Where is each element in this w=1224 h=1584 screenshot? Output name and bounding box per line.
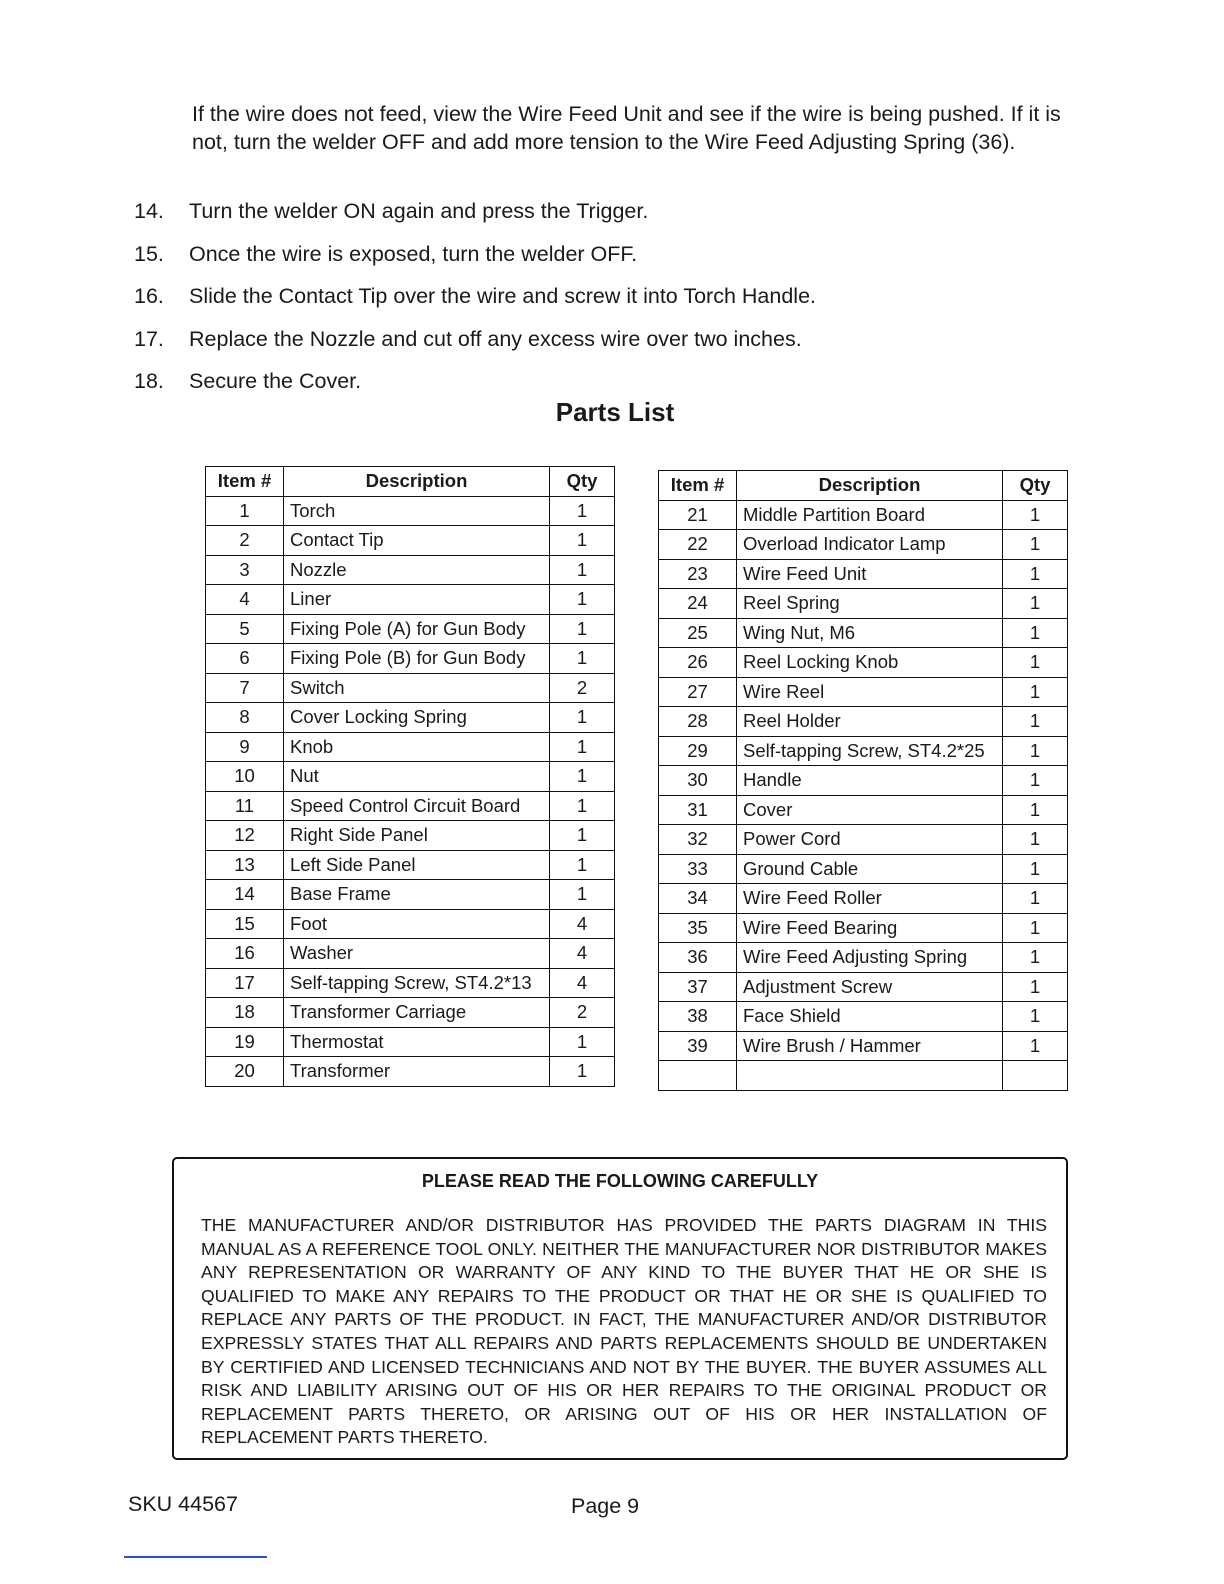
description-cell: Transformer Carriage bbox=[284, 998, 550, 1028]
description-cell: Base Frame bbox=[284, 880, 550, 910]
item-number-cell: 16 bbox=[206, 939, 284, 969]
table-row bbox=[206, 998, 615, 1028]
description-cell: Thermostat bbox=[284, 1027, 550, 1057]
quantity-cell: 1 bbox=[1003, 1031, 1068, 1061]
item-number-cell: 21 bbox=[659, 500, 737, 530]
description-cell: Reel Locking Knob bbox=[737, 648, 1003, 678]
description-cell bbox=[737, 1061, 1003, 1091]
description-cell: Middle Partition Board bbox=[737, 500, 1003, 530]
disclaimer-text: THE MANUFACTURER AND/OR DISTRIBUTOR HAS PROVIDED THE PARTS DIAGRAM IN THIS MANUAL AS A REFERENCE TOOL ONLY. NEITHER THE MANUFACTURER NOR DISTRIBUTOR MAKES ANY REPRESENTATION OR WARRANTY OF ANY KIND TO THE BUYER THAT HE OR SHE IS QUALIFIED TO MAKE ANY REPAIRS TO THE PRODUCT OR THAT HE OR SHE IS QUALIFIED TO REPLACE ANY PARTS OF THE PRODUCT. IN FACT, THE MANUFACTURER AND/OR DISTRIBUTOR EXPRESSLY STATES THAT ALL REPAIRS AND PARTS REPLACEMENTS SHOULD BE UNDERTAKEN BY CERTIFIED AND LICENSED TECHNICIANS AND NOT BY THE BUYER. THE BUYER ASSUMES ALL RISK AND LIABILITY ARISING OUT OF HIS OR HER REPAIRS TO THE ORIGINAL PRODUCT OR REPLACEMENT PARTS THERETO, OR ARISING OUT OF HIS OR HER INSTALLATION OF REPLACEMENT PARTS THERETO. bbox=[201, 1215, 1047, 1448]
table-row bbox=[659, 972, 1068, 1002]
item-number-cell: 34 bbox=[659, 884, 737, 914]
description-cell: Right Side Panel bbox=[284, 821, 550, 851]
description-cell: Torch bbox=[284, 496, 550, 526]
table-row bbox=[659, 648, 1068, 678]
footer-sku: SKU 44567 bbox=[128, 1492, 238, 1516]
table-row bbox=[206, 673, 615, 703]
parts-list-title: Parts List bbox=[555, 397, 675, 427]
item-number-cell: 17 bbox=[206, 968, 284, 998]
table-row bbox=[206, 526, 615, 556]
table-row bbox=[206, 968, 615, 998]
table-row bbox=[206, 1057, 615, 1087]
quantity-cell: 1 bbox=[1003, 559, 1068, 589]
table-row bbox=[659, 795, 1068, 825]
quantity-cell: 1 bbox=[1003, 530, 1068, 560]
table-row bbox=[659, 854, 1068, 884]
quantity-cell: 4 bbox=[550, 968, 615, 998]
table-row bbox=[206, 762, 615, 792]
description-cell: Fixing Pole (B) for Gun Body bbox=[284, 644, 550, 674]
step-text: Replace the Nozzle and cut off any excess wire over two inches. bbox=[189, 326, 802, 351]
quantity-cell: 1 bbox=[550, 703, 615, 733]
description-cell: Speed Control Circuit Board bbox=[284, 791, 550, 821]
item-number-cell: 29 bbox=[659, 736, 737, 766]
instruction-steps bbox=[134, 196, 816, 409]
description-cell: Left Side Panel bbox=[284, 850, 550, 880]
quantity-cell: 1 bbox=[1003, 766, 1068, 796]
table-row bbox=[206, 791, 615, 821]
quantity-cell: 2 bbox=[550, 673, 615, 703]
description-cell: Self-tapping Screw, ST4.2*25 bbox=[737, 736, 1003, 766]
intro-paragraph: If the wire does not feed, view the Wire Feed Unit and see if the wire is being pushed. If it is not, turn the welder OFF and add more tension to the Wire Feed Adjusting Spring (36). bbox=[192, 102, 1061, 154]
table-row bbox=[206, 850, 615, 880]
item-number-cell: 14 bbox=[206, 880, 284, 910]
quantity-cell: 1 bbox=[1003, 736, 1068, 766]
step-number: 15. bbox=[134, 241, 164, 266]
item-number-cell: 8 bbox=[206, 703, 284, 733]
item-number-cell: 12 bbox=[206, 821, 284, 851]
description-cell: Self-tapping Screw, ST4.2*13 bbox=[284, 968, 550, 998]
step-text: Slide the Contact Tip over the wire and screw it into Torch Handle. bbox=[189, 284, 817, 308]
description-cell: Wing Nut, M6 bbox=[737, 618, 1003, 648]
quantity-cell: 1 bbox=[1003, 618, 1068, 648]
item-number-cell: 23 bbox=[659, 559, 737, 589]
item-number-cell: 11 bbox=[206, 791, 284, 821]
description-cell: Foot bbox=[284, 909, 550, 939]
table-row bbox=[659, 618, 1068, 648]
quantity-cell: 1 bbox=[1003, 913, 1068, 943]
description-cell: Reel Holder bbox=[737, 707, 1003, 737]
quantity-cell: 1 bbox=[550, 614, 615, 644]
table-row bbox=[206, 703, 615, 733]
parts-table-right bbox=[658, 470, 1068, 1091]
description-cell: Overload Indicator Lamp bbox=[737, 530, 1003, 560]
item-number-cell: 35 bbox=[659, 913, 737, 943]
quantity-cell: 1 bbox=[1003, 854, 1068, 884]
item-number-cell: 39 bbox=[659, 1031, 737, 1061]
quantity-cell: 1 bbox=[1003, 795, 1068, 825]
column-header-description: Description bbox=[284, 467, 550, 497]
step-item bbox=[134, 281, 816, 324]
table-row bbox=[659, 589, 1068, 619]
table-row bbox=[659, 825, 1068, 855]
item-number-cell bbox=[659, 1061, 737, 1091]
item-number-cell: 9 bbox=[206, 732, 284, 762]
item-number-cell: 10 bbox=[206, 762, 284, 792]
table-row bbox=[659, 530, 1068, 560]
table-row bbox=[206, 614, 615, 644]
quantity-cell: 1 bbox=[550, 791, 615, 821]
description-cell: Cover Locking Spring bbox=[284, 703, 550, 733]
disclaimer-title: PLEASE READ THE FOLLOWING CAREFULLY bbox=[421, 1171, 819, 1191]
table-row bbox=[206, 1027, 615, 1057]
table-row bbox=[206, 732, 615, 762]
item-number-cell: 28 bbox=[659, 707, 737, 737]
table-row bbox=[659, 559, 1068, 589]
table-row bbox=[206, 555, 615, 585]
item-number-cell: 31 bbox=[659, 795, 737, 825]
quantity-cell: 1 bbox=[1003, 707, 1068, 737]
quantity-cell bbox=[1003, 1061, 1068, 1091]
table-row bbox=[659, 500, 1068, 530]
quantity-cell: 1 bbox=[550, 1057, 615, 1087]
description-cell: Power Cord bbox=[737, 825, 1003, 855]
description-cell: Transformer bbox=[284, 1057, 550, 1087]
item-number-cell: 2 bbox=[206, 526, 284, 556]
description-cell: Face Shield bbox=[737, 1002, 1003, 1032]
table-row bbox=[206, 585, 615, 615]
description-cell: Wire Feed Adjusting Spring bbox=[737, 943, 1003, 973]
table-header-row bbox=[659, 471, 1068, 501]
quantity-cell: 1 bbox=[1003, 943, 1068, 973]
description-cell: Nut bbox=[284, 762, 550, 792]
step-number: 17. bbox=[134, 326, 164, 351]
step-number: 14. bbox=[134, 199, 164, 223]
step-number: 18. bbox=[134, 369, 164, 393]
step-item bbox=[134, 239, 816, 282]
quantity-cell: 1 bbox=[550, 585, 615, 615]
table-row bbox=[206, 909, 615, 939]
quantity-cell: 1 bbox=[1003, 589, 1068, 619]
description-cell: Nozzle bbox=[284, 555, 550, 585]
item-number-cell: 27 bbox=[659, 677, 737, 707]
description-cell: Wire Reel bbox=[737, 677, 1003, 707]
disclaimer-box bbox=[172, 1157, 1068, 1460]
item-number-cell: 19 bbox=[206, 1027, 284, 1057]
description-cell: Fixing Pole (A) for Gun Body bbox=[284, 614, 550, 644]
table-row bbox=[206, 644, 615, 674]
column-header-item: Item # bbox=[659, 471, 737, 501]
item-number-cell: 30 bbox=[659, 766, 737, 796]
table-row bbox=[659, 736, 1068, 766]
step-text: Once the wire is exposed, turn the welder OFF. bbox=[189, 241, 638, 266]
quantity-cell: 1 bbox=[550, 850, 615, 880]
item-number-cell: 1 bbox=[206, 496, 284, 526]
quantity-cell: 1 bbox=[1003, 884, 1068, 914]
item-number-cell: 6 bbox=[206, 644, 284, 674]
quantity-cell: 1 bbox=[550, 732, 615, 762]
item-number-cell: 13 bbox=[206, 850, 284, 880]
footer-rule bbox=[124, 1556, 267, 1558]
quantity-cell: 1 bbox=[550, 880, 615, 910]
column-header-qty: Qty bbox=[1003, 471, 1068, 501]
item-number-cell: 36 bbox=[659, 943, 737, 973]
item-number-cell: 26 bbox=[659, 648, 737, 678]
item-number-cell: 7 bbox=[206, 673, 284, 703]
description-cell: Cover bbox=[737, 795, 1003, 825]
step-text: Secure the Cover. bbox=[189, 369, 362, 393]
quantity-cell: 1 bbox=[550, 644, 615, 674]
column-header-description: Description bbox=[737, 471, 1003, 501]
quantity-cell: 1 bbox=[550, 555, 615, 585]
quantity-cell: 1 bbox=[1003, 500, 1068, 530]
item-number-cell: 15 bbox=[206, 909, 284, 939]
page-number: Page 9 bbox=[571, 1494, 640, 1518]
quantity-cell: 1 bbox=[550, 1027, 615, 1057]
table-row bbox=[659, 677, 1068, 707]
item-number-cell: 22 bbox=[659, 530, 737, 560]
table-row bbox=[206, 939, 615, 969]
description-cell: Contact Tip bbox=[284, 526, 550, 556]
description-cell: Wire Brush / Hammer bbox=[737, 1031, 1003, 1061]
quantity-cell: 1 bbox=[1003, 677, 1068, 707]
description-cell: Knob bbox=[284, 732, 550, 762]
table-row bbox=[659, 1061, 1068, 1091]
quantity-cell: 2 bbox=[550, 998, 615, 1028]
quantity-cell: 1 bbox=[1003, 972, 1068, 1002]
item-number-cell: 33 bbox=[659, 854, 737, 884]
quantity-cell: 1 bbox=[1003, 1002, 1068, 1032]
quantity-cell: 1 bbox=[1003, 825, 1068, 855]
description-cell: Washer bbox=[284, 939, 550, 969]
quantity-cell: 1 bbox=[550, 762, 615, 792]
quantity-cell: 1 bbox=[1003, 648, 1068, 678]
column-header-item: Item # bbox=[206, 467, 284, 497]
description-cell: Ground Cable bbox=[737, 854, 1003, 884]
item-number-cell: 20 bbox=[206, 1057, 284, 1087]
quantity-cell: 4 bbox=[550, 939, 615, 969]
quantity-cell: 4 bbox=[550, 909, 615, 939]
column-header-qty: Qty bbox=[550, 467, 615, 497]
description-cell: Liner bbox=[284, 585, 550, 615]
table-header-row bbox=[206, 467, 615, 497]
description-cell: Wire Feed Roller bbox=[737, 884, 1003, 914]
quantity-cell: 1 bbox=[550, 526, 615, 556]
item-number-cell: 3 bbox=[206, 555, 284, 585]
step-number: 16. bbox=[134, 284, 164, 308]
item-number-cell: 32 bbox=[659, 825, 737, 855]
table-row bbox=[659, 943, 1068, 973]
item-number-cell: 4 bbox=[206, 585, 284, 615]
item-number-cell: 5 bbox=[206, 614, 284, 644]
table-row bbox=[206, 496, 615, 526]
step-text: Turn the welder ON again and press the Trigger. bbox=[189, 199, 649, 223]
description-cell: Wire Feed Bearing bbox=[737, 913, 1003, 943]
step-item bbox=[134, 324, 816, 367]
description-cell: Reel Spring bbox=[737, 589, 1003, 619]
description-cell: Handle bbox=[737, 766, 1003, 796]
table-row bbox=[659, 1002, 1068, 1032]
parts-table-left bbox=[205, 466, 615, 1087]
quantity-cell: 1 bbox=[550, 496, 615, 526]
description-cell: Wire Feed Unit bbox=[737, 559, 1003, 589]
item-number-cell: 24 bbox=[659, 589, 737, 619]
table-row bbox=[659, 913, 1068, 943]
item-number-cell: 18 bbox=[206, 998, 284, 1028]
table-row bbox=[659, 766, 1068, 796]
item-number-cell: 38 bbox=[659, 1002, 737, 1032]
quantity-cell: 1 bbox=[550, 821, 615, 851]
step-item bbox=[134, 196, 816, 239]
description-cell: Switch bbox=[284, 673, 550, 703]
table-row bbox=[659, 884, 1068, 914]
table-row bbox=[659, 707, 1068, 737]
table-row bbox=[206, 821, 615, 851]
item-number-cell: 37 bbox=[659, 972, 737, 1002]
item-number-cell: 25 bbox=[659, 618, 737, 648]
table-row bbox=[659, 1031, 1068, 1061]
table-row bbox=[206, 880, 615, 910]
description-cell: Adjustment Screw bbox=[737, 972, 1003, 1002]
